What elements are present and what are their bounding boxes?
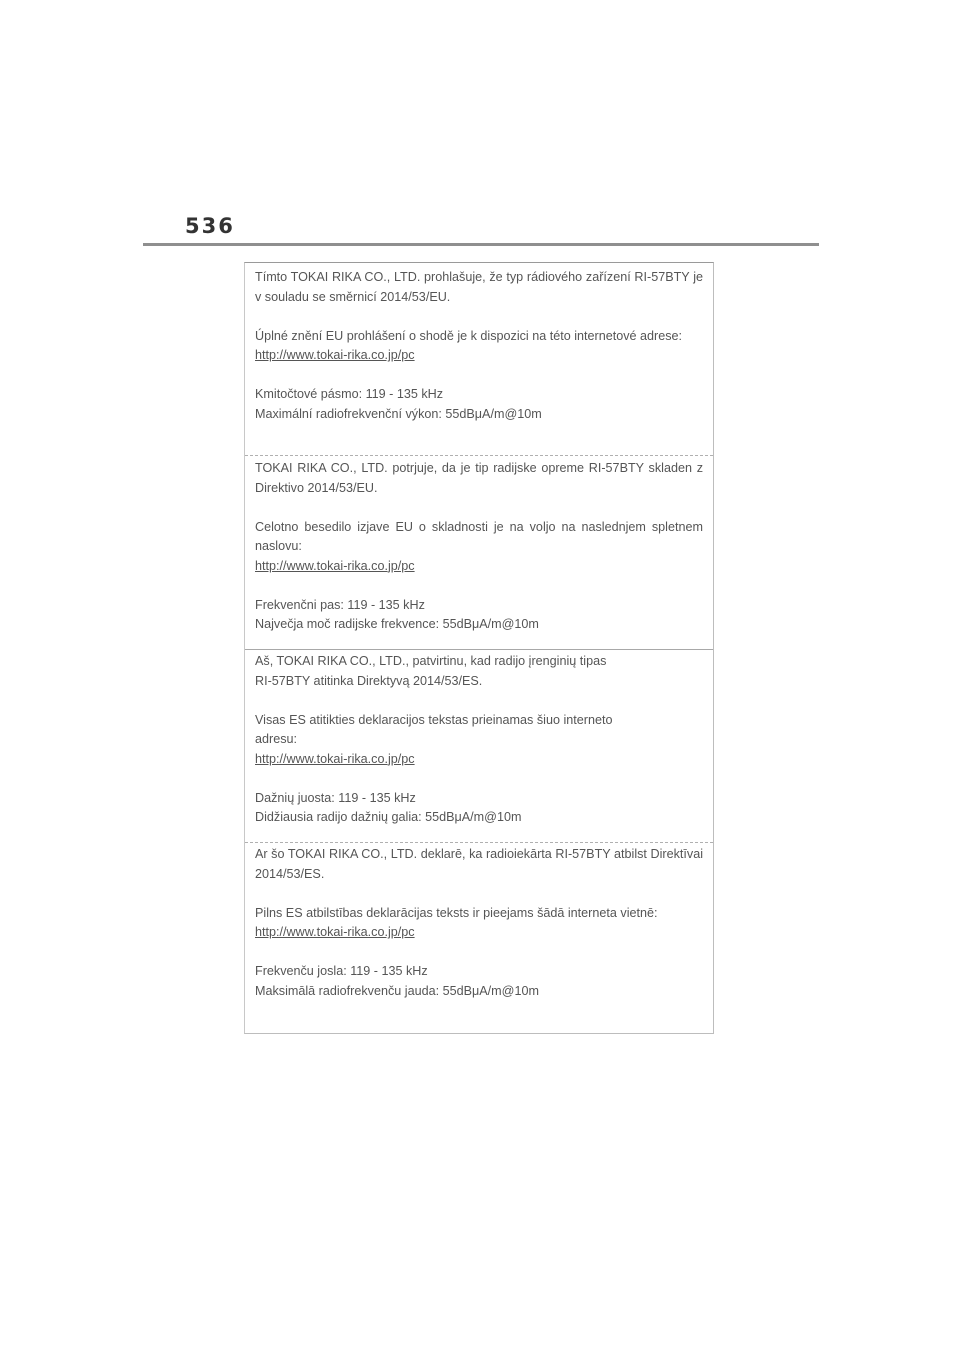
conformity-statement: TOKAI RIKA CO., LTD. potrjuje, da je tip radijske opreme RI-57BTY skladen z Direktivo 2014/53/EU.	[255, 461, 703, 495]
conformity-statement	[255, 652, 703, 691]
radio-specs	[255, 789, 703, 828]
statement-line: Aš, TOKAI RIKA CO., LTD., patvirtinu, kad radijo įrenginių tipas	[255, 654, 607, 668]
frequency-band: Frekvenču josla: 119 - 135 kHz	[255, 964, 428, 978]
radio-specs	[255, 962, 703, 1001]
availability-text: Pilns ES atbilstības deklarācijas teksts ir pieejams šādā interneta vietnē:	[255, 905, 658, 920]
declaration-availability	[255, 518, 703, 577]
availability-text: Celotno besedilo izjave EU o skladnosti je na voljo na naslednjem spletnem naslovu:	[255, 519, 703, 553]
section-divider	[245, 649, 713, 650]
availability-text: Visas ES atitikties deklaracijos tekstas prieinamas šiuo interneto	[255, 712, 613, 727]
conformity-statement: Tímto TOKAI RIKA CO., LTD. prohlašuje, že typ rádiového zařízení RI-57BTY je v souladu se směrnicí 2014/53/EU.	[255, 270, 703, 304]
section-divider	[245, 455, 713, 456]
declaration-availability	[255, 711, 703, 770]
availability-text: Úplné znění EU prohlášení o shodě je k dispozici na této internetové adrese:	[255, 328, 683, 343]
declaration-section-slovenian	[245, 459, 713, 635]
radio-specs	[255, 385, 703, 424]
availability-text: adresu:	[255, 732, 298, 746]
max-power: Didžiausia radijo dažnių galia: 55dBμA/m@10m	[255, 810, 522, 824]
max-power: Maximální radiofrekvenční výkon: 55dBμA/m@10m	[255, 406, 542, 421]
page-number: 536	[185, 214, 235, 238]
declaration-link[interactable]: http://www.tokai-rika.co.jp/pc	[255, 348, 415, 362]
frequency-band: Dažnių juosta: 119 - 135 kHz	[255, 790, 416, 805]
frequency-band: Kmitočtové pásmo: 119 - 135 kHz	[255, 387, 444, 401]
declaration-section-czech	[245, 268, 713, 424]
section-divider	[245, 842, 713, 843]
declaration-box	[244, 262, 714, 1034]
declaration-link[interactable]: http://www.tokai-rika.co.jp/pc	[255, 751, 415, 766]
declaration-section-latvian	[245, 845, 713, 1001]
statement-line: RI-57BTY atitinka Direktyvą 2014/53/ES.	[255, 673, 483, 688]
max-power: Maksimālā radiofrekvenču jauda: 55dBμA/m@10m	[255, 983, 539, 998]
max-power: Največja moč radijske frekvence: 55dBμA/m@10m	[255, 617, 539, 631]
declaration-availability	[255, 904, 703, 943]
declaration-link[interactable]: http://www.tokai-rika.co.jp/pc	[255, 925, 415, 939]
frequency-band: Frekvenčni pas: 119 - 135 kHz	[255, 597, 425, 612]
header-rule	[143, 243, 819, 246]
declaration-section-lithuanian	[245, 652, 713, 828]
radio-specs	[255, 596, 703, 635]
declaration-link[interactable]: http://www.tokai-rika.co.jp/pc	[255, 558, 415, 573]
conformity-statement: Ar šo TOKAI RIKA CO., LTD. deklarē, ka radioiekārta RI-57BTY atbilst Direktīvai 2014/53/ES.	[255, 847, 703, 881]
declaration-availability	[255, 327, 703, 366]
